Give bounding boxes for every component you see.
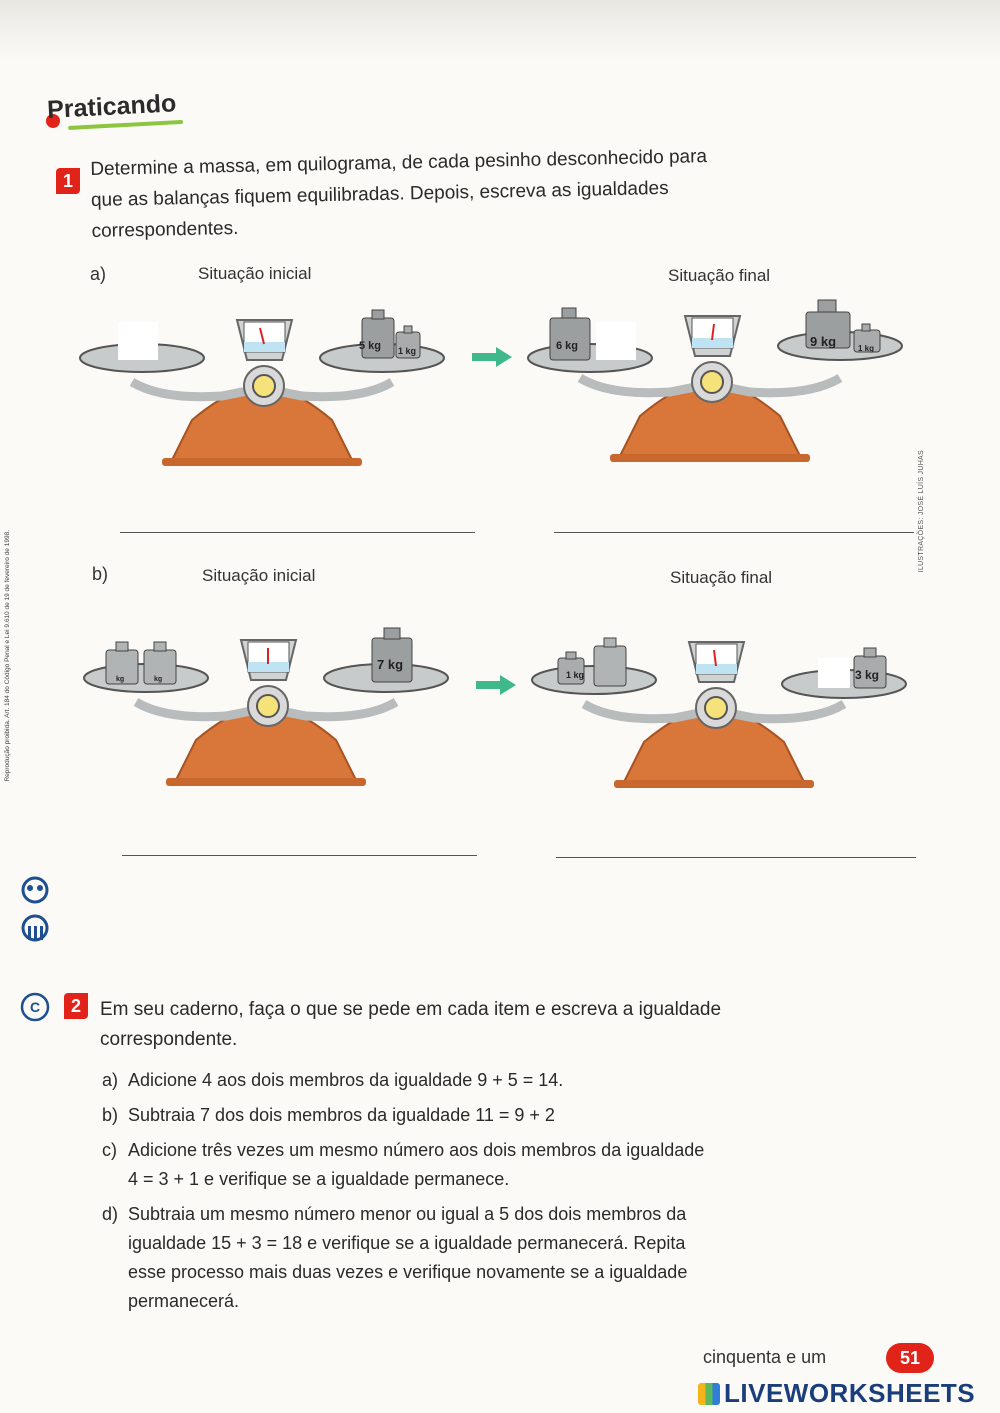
weight-b-final-1kg: 1 kg [566,670,585,680]
answer-line-a-left[interactable] [120,532,475,533]
item-a-letter: a) [102,1070,119,1090]
item-d-line-2: igualdade 15 + 3 = 18 e verifique se a igualdade permanecerá. Repita [128,1233,686,1253]
weight-b-init-kg-1: kg [116,676,125,683]
liveworksheets-text: LIVEWORKSHEETS [724,1378,976,1408]
item-b-letter: b) [102,1105,119,1125]
item-d-line-3: esse processo mais duas vezes e verifique novamente se a igualdade [128,1262,688,1282]
list-item-c [102,1136,704,1194]
weight-b-final-3kg: 3 kg [855,668,880,682]
part-b-label: b) [92,564,109,584]
page-edge [0,0,1000,60]
group-activity-icon [20,876,50,946]
part-b-final-title: Situação final [670,568,773,587]
answer-line-a-right[interactable] [554,532,914,533]
item-d-line-1: Subtraia um mesmo número menor ou igual a 5 dos dois membros da [128,1204,687,1224]
question-2-items [102,1066,704,1316]
liveworksheets-icon [698,1383,720,1405]
question-2-text [100,995,721,1055]
question-1-line-1: Determine a massa, em quilograma, de cada pesinho desconhecido para [90,146,708,180]
list-item-b [102,1101,704,1130]
item-d-line-4: permanecerá. [128,1291,240,1311]
item-c-line-1: Adicione três vezes um mesmo número aos dois membros da igualdade [128,1140,705,1160]
legal-notice: Reprodução proibida. Art. 184 do Código Penal e Lei 9.610 de 19 de fevereiro de 1998. [4,530,11,782]
scale-a-initial [72,300,472,470]
page-number-badge: 51 [886,1343,934,1373]
item-c-line-2: 4 = 3 + 1 e verifique se a igualdade permanece. [128,1169,510,1189]
svg-text:C: C [29,999,41,1015]
arrow-b-icon [474,674,518,696]
question-1-text [90,141,709,247]
item-a-line-1: Adicione 4 aos dois membros da igualdade 9 + 5 = 14. [128,1070,564,1090]
question-1-number: 1 [56,168,80,194]
part-a-label: a) [90,264,107,284]
scale-a-final [520,296,920,466]
weight-a-init-5kg: 5 kg [359,340,382,352]
scale-b-final [524,622,924,792]
list-item-d [102,1200,704,1316]
section-title [46,89,177,125]
scale-b-initial [76,620,476,790]
notebook-icon [20,992,52,1022]
question-1-line-2: que as balanças fiquem equilibradas. Depois, escreva as igualdades [90,177,669,211]
answer-line-b-right[interactable] [556,857,916,858]
liveworksheets-logo [698,1378,975,1409]
page-number-words: cinquenta e um [703,1347,827,1367]
question-2-number: 2 [64,993,88,1019]
item-d-letter: d) [102,1204,119,1224]
list-item-a [102,1066,704,1095]
weight-a-final-9kg: 9 kg [810,334,837,349]
part-a-initial-title: Situação inicial [198,264,312,283]
weight-a-init-1kg: 1 kg [398,346,417,356]
illustration-credit: ILUSTRAÇÕES: JOSÉ LUÍS JUHAS [918,450,925,573]
part-b-initial-title: Situação inicial [202,566,316,585]
weight-b-init-7kg: 7 kg [377,657,404,672]
weight-a-final-1kg: 1 kg [858,344,875,353]
part-a-final-title: Situação final [668,266,771,285]
weight-a-final-6kg: 6 kg [556,340,579,352]
question-2-line-2: correspondente. [100,1029,238,1050]
question-1-line-3: correspondentes. [91,217,239,242]
item-b-line-1: Subtraia 7 dos dois membros da igualdade 11 = 9 + 2 [128,1105,555,1125]
section-title-text: Praticando [46,89,177,125]
answer-line-b-left[interactable] [122,855,477,856]
weight-b-init-kg-2: kg [154,676,163,683]
item-c-letter: c) [102,1140,117,1160]
arrow-a-icon [470,346,514,368]
question-2-line-1: Em seu caderno, faça o que se pede em cada item e escreva a igualdade [100,999,722,1020]
